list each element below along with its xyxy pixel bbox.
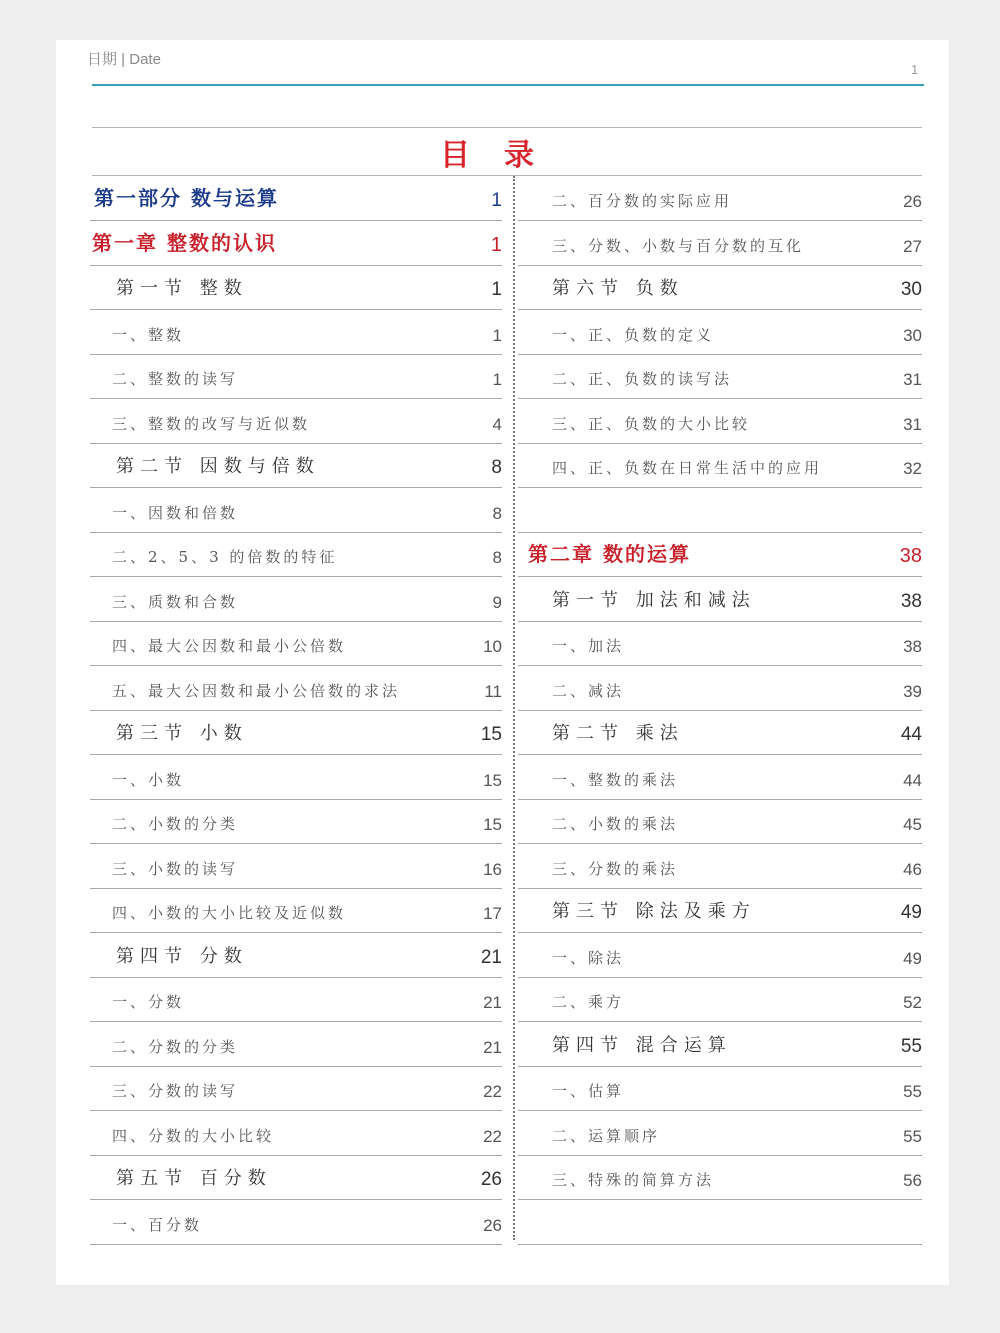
toc-entry-label: 三、正、负数的大小比较 [552,415,751,433]
toc-entry-label: 第六节 负数 [552,278,684,299]
toc-entry-label: 一、估算 [552,1082,625,1100]
toc-entry [518,355,922,399]
toc-entry-page: 31 [903,415,922,434]
toc-entry [90,177,502,221]
toc-entry-page: 30 [900,279,922,300]
toc-entry-label: 第二章 数的运算 [528,542,691,566]
toc-entry [90,800,502,844]
toc-entry-label: 二、分数的分类 [112,1038,239,1056]
toc-entry-label: 四、正、负数在日常生活中的应用 [552,459,823,477]
toc-entry-label: 第一节 加法和减法 [552,590,756,611]
toc-entry-page: 8 [492,548,502,567]
toc-entry-label: 第一章 整数的认识 [92,231,277,255]
toc-entry-label: 五、最大公因数和最小公倍数的求法 [112,682,401,700]
toc-entry-label: 一、整数的乘法 [552,771,679,789]
toc-entry-page: 15 [483,815,502,834]
toc-entry-label: 三、质数和合数 [112,593,239,611]
toc-entry-label: 一、整数 [112,326,185,344]
toc-entry [90,578,502,622]
toc-entry [90,934,502,978]
toc-entry [518,177,922,221]
toc-entry-page: 45 [903,815,922,834]
toc-entry [90,1201,502,1245]
toc-entry-page: 9 [492,593,502,612]
toc-entry-label: 第一部分 数与运算 [94,186,279,210]
toc-entry [90,533,502,577]
toc-entry-label: 三、分数的读写 [112,1082,239,1100]
toc-entry-page: 38 [900,591,922,612]
toc-entry-page: 38 [899,545,922,567]
toc-entry-page: 26 [480,1169,502,1190]
toc-entry-label: 第二节 乘法 [552,723,684,744]
toc-entry [518,756,922,800]
toc-entry [518,1067,922,1111]
toc-title: 目录 [440,138,568,173]
title-bottom-rule [92,175,922,176]
toc-entry-label: 二、百分数的实际应用 [552,192,733,210]
toc-entry-page: 31 [903,370,922,389]
date-label: 日期 | Date [87,51,161,68]
toc-entry-label: 第三节 小数 [116,723,248,744]
toc-entry-page: 49 [900,902,922,923]
toc-entry [90,266,502,310]
toc-entry [90,1023,502,1067]
toc-entry-page: 22 [483,1127,502,1146]
toc-entry-page: 55 [900,1036,922,1057]
toc-entry-page: 46 [903,860,922,879]
toc-entry-page: 22 [483,1082,502,1101]
toc-entry-page: 11 [484,682,502,701]
toc-entry [90,355,502,399]
toc-entry-page: 21 [483,1038,502,1057]
column-divider [513,176,515,1240]
toc-entry-page: 4 [492,415,502,434]
toc-entry-page: 32 [903,459,922,478]
toc-entry-label: 一、加法 [552,637,625,655]
toc-entry-label: 二、运算顺序 [552,1127,661,1145]
toc-entry-page: 56 [903,1171,922,1190]
toc-entry-page: 39 [903,682,922,701]
toc-entry-label: 第一节 整数 [116,278,248,299]
toc-entry [518,1112,922,1156]
toc-entry-page: 38 [903,637,922,656]
toc-entry [90,845,502,889]
toc-entry-label: 第三节 除法及乘方 [552,901,756,922]
toc-entry [90,400,502,444]
toc-entry-page: 44 [903,771,922,790]
toc-entry [518,978,922,1022]
toc-entry [518,222,922,266]
toc-entry-label: 一、分数 [112,993,185,1011]
toc-entry [90,1112,502,1156]
toc-entry-label: 一、除法 [552,949,625,967]
toc-entry [90,1067,502,1111]
toc-entry-label: 第二节 因数与倍数 [116,456,320,477]
toc-entry [518,489,922,533]
toc-entry [518,1023,922,1067]
toc-entry [518,622,922,666]
toc-entry-page: 55 [903,1127,922,1146]
toc-entry-label: 二、正、负数的读写法 [552,370,733,388]
toc-entry [90,711,502,755]
toc-entry [518,845,922,889]
toc-entry [518,444,922,488]
toc-entry [90,444,502,488]
toc-entry [90,1156,502,1200]
toc-entry-label: 二、2、5、3 的倍数的特征 [112,548,338,566]
toc-entry [518,934,922,978]
toc-entry-label: 三、小数的读写 [112,860,239,878]
toc-entry-label: 一、正、负数的定义 [552,326,715,344]
toc-entry-label: 三、分数、小数与百分数的互化 [552,237,805,255]
toc-entry-label: 二、小数的乘法 [552,815,679,833]
toc-entry [518,889,922,933]
toc-entry-page: 21 [480,947,502,968]
toc-entry [518,533,922,577]
toc-entry-page: 8 [492,504,502,523]
toc-entry-label: 一、百分数 [112,1216,203,1234]
toc-entry-page: 52 [903,993,922,1012]
toc-entry-label: 二、减法 [552,682,625,700]
toc-entry-page: 1 [492,326,502,345]
toc-entry-page: 49 [903,949,922,968]
toc-entry-label: 三、整数的改写与近似数 [112,415,311,433]
toc-entry-label: 四、小数的大小比较及近似数 [112,904,347,922]
toc-entry-label: 二、乘方 [552,993,625,1011]
toc-entry-page: 8 [491,457,502,478]
toc-entry [90,978,502,1022]
toc-entry-page: 1 [491,279,502,300]
toc-entry-page: 26 [903,192,922,211]
toc-entry-page: 1 [491,190,502,211]
toc-entry-page: 26 [483,1216,502,1235]
toc-entry-label: 第四节 混合运算 [552,1035,732,1056]
toc-entry-label: 第四节 分数 [116,946,248,967]
toc-entry [518,1201,922,1245]
toc-entry-page: 21 [483,993,502,1012]
toc-entry [518,667,922,711]
toc-entry [518,711,922,755]
toc-entry-label: 二、小数的分类 [112,815,239,833]
toc-entry [518,800,922,844]
toc-entry-page: 44 [900,724,922,745]
header-rule [92,84,924,86]
toc-entry-page: 17 [483,904,502,923]
toc-entry [518,1156,922,1200]
toc-entry-page: 16 [483,860,502,879]
toc-entry [518,400,922,444]
toc-entry-page: 1 [490,234,502,256]
toc-entry [90,667,502,711]
toc-entry-page: 27 [903,237,922,256]
toc-entry-page: 55 [903,1082,922,1101]
toc-entry-label: 第五节 百分数 [116,1168,272,1189]
toc-entry-label: 一、因数和倍数 [112,504,239,522]
toc-entry-page: 15 [480,724,502,745]
toc-entry [90,222,502,266]
toc-entry-page: 30 [903,326,922,345]
toc-entry [90,489,502,533]
title-top-rule [92,127,922,128]
page-number: 1 [911,62,919,77]
toc-entry-label: 三、特殊的简算方法 [552,1171,715,1189]
toc-entry [518,311,922,355]
toc-entry [90,889,502,933]
toc-entry-label: 一、小数 [112,771,185,789]
toc-entry-page: 15 [483,771,502,790]
toc-entry-label: 二、整数的读写 [112,370,239,388]
toc-entry-label: 四、最大公因数和最小公倍数 [112,637,347,655]
toc-entry-label: 三、分数的乘法 [552,860,679,878]
toc-entry [518,266,922,310]
toc-entry-page: 1 [492,370,502,389]
toc-entry [518,578,922,622]
toc-entry [90,756,502,800]
toc-entry-page: 10 [483,637,502,656]
toc-entry [90,622,502,666]
toc-entry [90,311,502,355]
toc-entry-label: 四、分数的大小比较 [112,1127,275,1145]
